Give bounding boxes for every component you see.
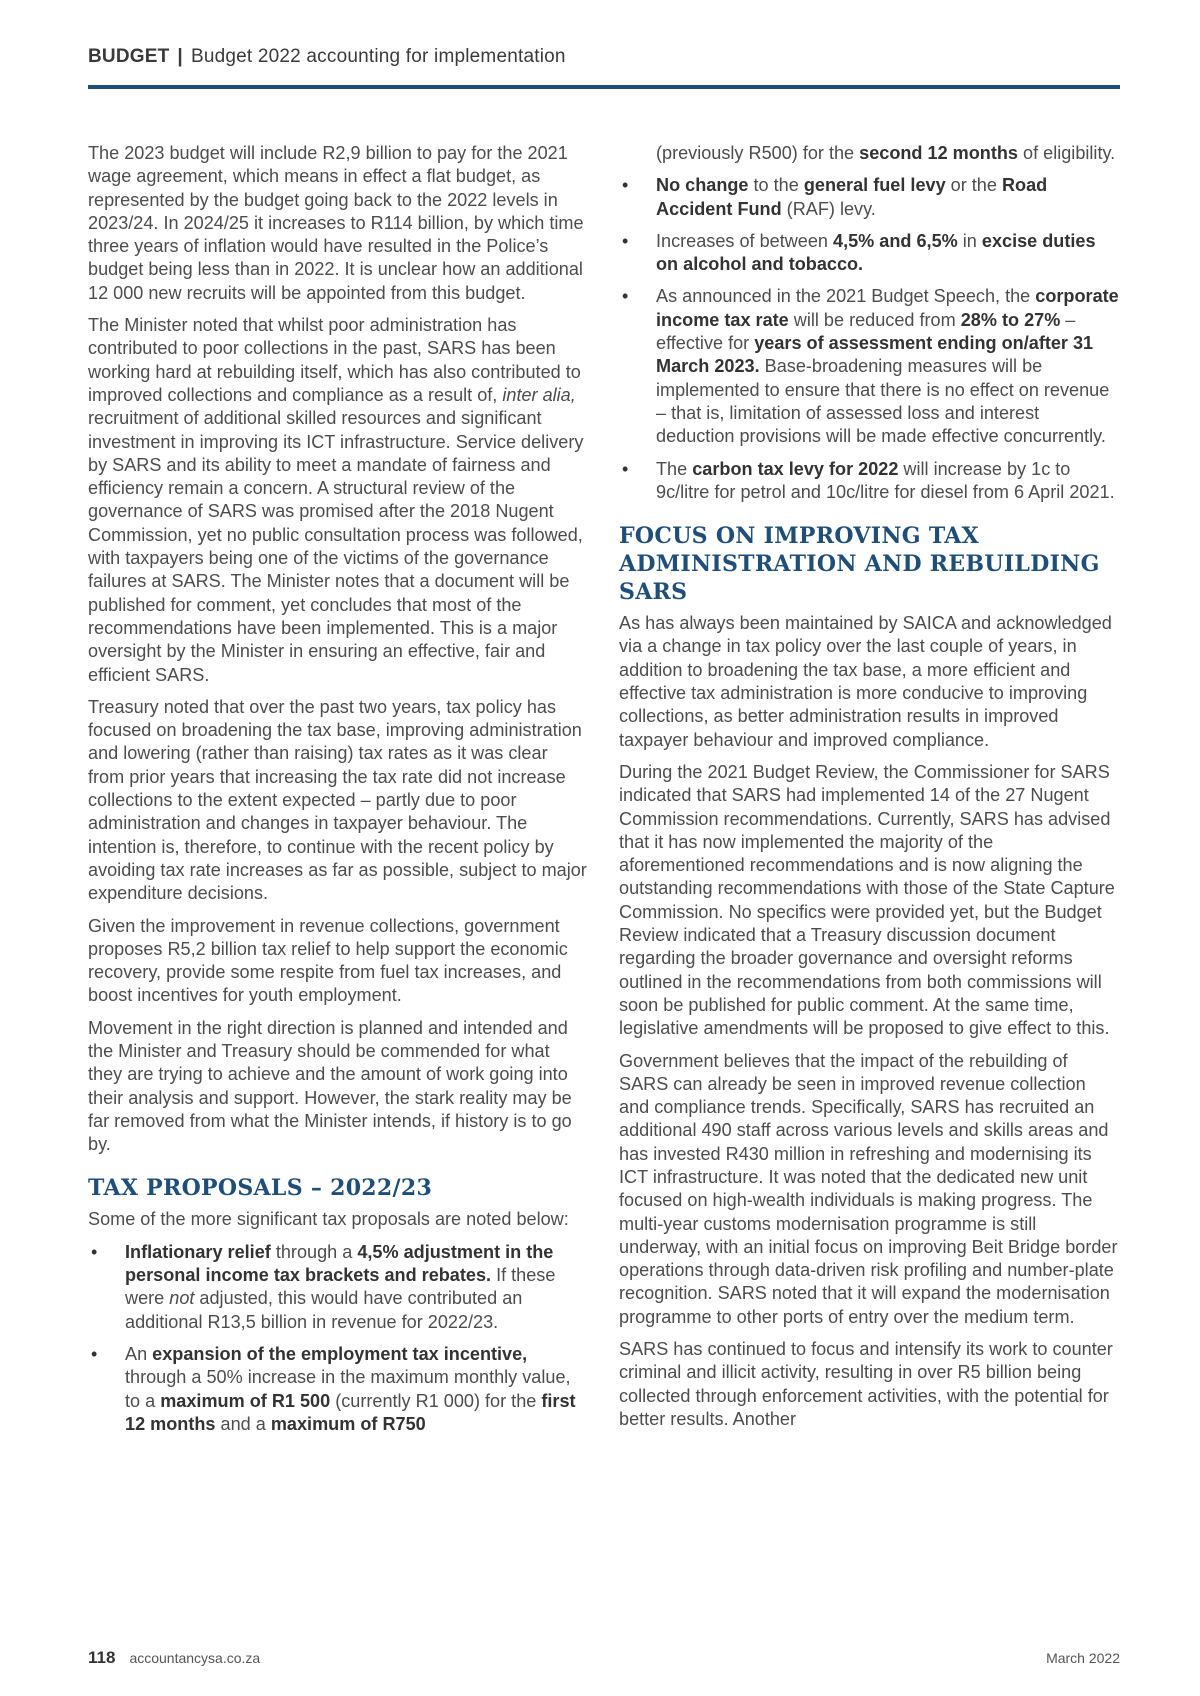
left-column	[88, 142, 588, 1445]
paragraph: The 2023 budget will include R2,9 billion to pay for the 2021 wage agreement, which means in effect a flat budget, as represented by the budget going back to the 2022 levels in 2023/24. In 2024/25 it increases to R114 billion, by which time three years of inflation would have resulted in the Police’s budget being less than in 2022. It is unclear how an additional 12 000 new recruits will be appointed from this budget.	[88, 143, 584, 303]
right-column	[619, 142, 1119, 1440]
issue-date: March 2022	[1046, 1650, 1120, 1666]
paragraph: Movement in the right direction is planned and intended and the Minister and Treasury should be commended for what they are trying to achieve and the amount of work going into their analysis and support. However, the stark reality may be far removed from what the Minister intends, if history is to go by.	[88, 1017, 572, 1155]
list-item: • An expansion of the employment tax incentive, through a 50% increase in the maximum monthly value, to a maximum of R1 500 (currently R1 000) for the first 12 months and a maximum of R750	[88, 1343, 588, 1436]
header-rule	[88, 85, 1120, 89]
paragraph: Given the improvement in revenue collections, government proposes R5,2 billion tax relief to help support the economic recovery, provide some respite from fuel tax increases, and boost incentives for youth employment.	[88, 915, 568, 1006]
section-label: BUDGET	[88, 46, 170, 67]
paragraph: SARS has continued to focus and intensify its work to counter criminal and illicit activity, resulting in over R5 billion being collected through enforcement activities, with the potential for better results. Another	[619, 1339, 1113, 1429]
list-item: • The carbon tax levy for 2022 will increase by 1c to 9c/litre for petrol and 10c/litre for diesel from 6 April 2021.	[619, 458, 1119, 505]
proposal-list-continued	[619, 142, 1119, 504]
list-item: • Inflationary relief through a 4,5% adjustment in the personal income tax brackets and rebates. If these were not adjusted, this would have contributed an additional R13,5 billion in revenue for 2022/23.	[88, 1241, 588, 1334]
list-item: • Increases of between 4,5% and 6,5% in excise duties on alcohol and tobacco.	[619, 230, 1119, 277]
paragraph: Some of the more significant tax proposals are noted below:	[88, 1209, 569, 1230]
header-title: Budget 2022 accounting for implementation	[190, 46, 566, 67]
list-item-continuation: (previously R500) for the second 12 months of eligibility.	[656, 143, 1116, 163]
paragraph: Government believes that the impact of the rebuilding of SARS can already be seen in improved revenue collection and compliance trends. Specifically, SARS has recruited an additional 490 staff across various levels and skills areas and has invested R430 million in refreshing and modernising its ICT infrastructure. It was noted that the dedicated new unit focused on high-wealth individuals is making progress. The multi-year customs modernisation programme is still underway, with an initial focus on improving Beit Bridge border operations through data-driven risk profiling and number-plate recognition. SARS noted that it will expand the modernisation programme to other ports of entry over the medium term.	[619, 1050, 1118, 1327]
list-item: • No change to the general fuel levy or the Road Accident Fund (RAF) levy.	[619, 174, 1119, 221]
proposal-list	[88, 1241, 588, 1436]
paragraph: As has always been maintained by SAICA and acknowledged via a change in tax policy over the last couple of years, in addition to broadening the tax base, a more efficient and effective tax administration is more conducive to improving collections, as better administration results in improved taxpayer behaviour and improved compliance.	[619, 613, 1112, 750]
header-separator: |	[177, 46, 183, 67]
page-footer	[88, 1648, 1120, 1668]
website-link[interactable]: accountancysa.co.za	[129, 1650, 261, 1666]
paragraph: The Minister noted that whilst poor administration has contributed to poor collections in the past, SARS has been working hard at rebuilding itself, which has also contributed to improved collections and compliance as a result of, inter alia, recruitment of additional skilled resources and significant investment in improving its ICT infrastructure. Service delivery by SARS and its ability to meet a mandate of fairness and efficiency remain a concern. A structural review of the governance of SARS was promised after the 2018 Nugent Commission, yet no public consultation process was followed, with taxpayers being one of the victims of the governance failures at SARS. The Minister notes that a document will be published for comment, yet concludes that most of the recommendations have been implemented. This is a major oversight by the Minister in ensuring an effective, fair and efficient SARS.	[88, 315, 584, 685]
section-heading: TAX PROPOSALS – 2022/23	[88, 1175, 433, 1202]
list-item: • As announced in the 2021 Budget Speech, the corporate income tax rate will be reduced from 28% to 27% – effective for years of assessment ending on/after 31 March 2023. Base-broadening measures will be implemented to ensure that there is no effect on revenue – that is, limitation of assessed loss and interest deduction provisions will be made effective concurrently.	[619, 285, 1119, 448]
page-number: 118	[88, 1648, 116, 1667]
section-heading: FOCUS ON IMPROVING TAX ADMINISTRATION AND REBUILDING SARS	[619, 523, 1100, 606]
paragraph: During the 2021 Budget Review, the Commissioner for SARS indicated that SARS had implemented 14 of the 27 Nugent Commission recommendations. Currently, SARS has advised that it has now implemented the majority of the aforementioned recommendations and is now aligning the outstanding recommendations with those of the State Capture Commission. No specifics were provided yet, but the Budget Review indicated that a Treasury discussion document regarding the broader governance and oversight reforms outlined in the recommendations from both commissions will soon be published for public comment. At the same time, legislative amendments will be proposed to give effect to this.	[619, 761, 1115, 1039]
running-header	[88, 46, 1120, 68]
paragraph: Treasury noted that over the past two years, tax policy has focused on broadening the tax base, improving administration and lowering (rather than raising) tax rates as it was clear from prior years that increasing the tax rate did not increase collections to the extent expected – partly due to poor administration and changes in taxpayer behaviour. The intention is, therefore, to continue with the recent policy by avoiding tax rate increases as far as possible, subject to major expenditure decisions.	[88, 696, 587, 904]
